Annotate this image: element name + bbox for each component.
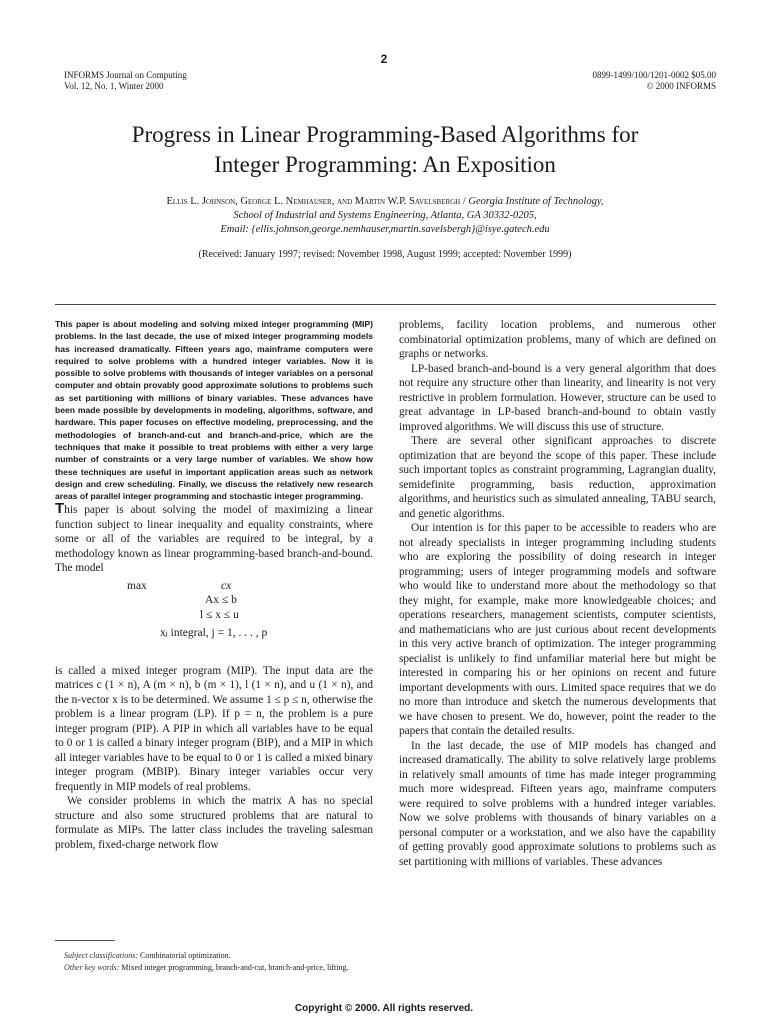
right-column: [399, 318, 716, 869]
abstract: This paper is about modeling and solving mixed integer programming (MIP) problems. In the last decade, the use of mixed integer programming models has increased dramatically. Fifteen years ago, mainframe computers were required to solve problems with a hundred integer variables. Now it is possible to solve problems with thousands of integer variables on a personal computer and obtain provably good approximate solutions to problems such as set partitioning with millions of binary variables. These advances have been made possible by developments in modeling, algorithms, software, and hardware. This paper focuses on effective modeling, preprocessing, and the methodologies of branch-and-cut and branch-and-price, which are the techniques that make it possible to treat problems with either a very large number of constraints or a very large number of variables. We show how these techniques are useful in important application areas such as network design and crew scheduling. Finally, we discuss the relatively new research areas of parallel integer programming and stochastic integer programming.: [55, 319, 373, 502]
author-names: Ellis L. Johnson, George L. Nemhauser, and Martin W.P. Savelsbergh: [166, 196, 461, 207]
right-paragraph-1: problems, facility location problems, and numerous other combinatorial optimization problems, many of which are defined on graphs or networks.: [399, 319, 716, 360]
other-key-words: [64, 962, 349, 974]
journal-header-right: [593, 70, 717, 92]
model-max: max: [127, 579, 147, 592]
copyright-notice: Copyright © 2000. All rights reserved.: [294, 1003, 474, 1014]
author-institution: Georgia Institute of Technology,: [468, 196, 604, 207]
right-paragraph-2: LP-based branch-and-bound is a very general algorithm that does not require any structure other than linearity, and linearity is not very restrictive in problem formulation. However, structure can be used to great advantage in LP-based branch-and-bound to obtain vastly improved algorithms. We will discuss this use of structure.: [399, 362, 716, 433]
model-constraint-2: l ≤ x ≤ u: [200, 608, 239, 621]
model-objective: cx: [221, 579, 232, 592]
journal-volume: Vol. 12, No. 1, Winter 2000: [64, 81, 164, 91]
left-column: [55, 318, 373, 852]
right-paragraph-5: In the last decade, the use of MIP models has changed and increased dramatically. The ability to solve relatively large problems in relatively small amounts of time has made integer programming much more widespread. Fifteen years ago, mainframe computers were required to solve problems with a hundred integer variables. Now we solve problems with thousands of binary variables on a personal computer or a workstation, and we also have the capability of getting provably good approximate solutions to problems such as set partitioning with millions of variables. These advances: [399, 739, 716, 868]
model-constraint-1: Ax ≤ b: [205, 593, 237, 606]
subject-value: Combinatorial optimization.: [140, 951, 231, 960]
author-block: [40, 195, 730, 237]
left-paragraph-1: is called a mixed integer program (MIP). The input data are the matrices c (1 × n), A (m × n), b (m × 1), l (1 × n), and u (1 × n), and the n-vector x is to be determined. We assume 1 ≤ p ≤ n, otherwise the problem is a linear program (LP). If p = n, the problem is a pure integer program (PIP). A PIP in which all variables have to be equal to 0 or 1 is called a binary integer program (BIP), and a MIP in which all integer variables have to be equal to 0 or 1 is called a mixed binary integer program (MBIP). Binary integer variables occur very frequently in MIP models of real problems.: [55, 664, 373, 793]
journal-code: 0899-1499/100/1201-0002 $05.00: [592, 70, 716, 80]
page-number: 2: [380, 52, 388, 66]
mip-model: [55, 580, 373, 658]
header-divider: [55, 304, 716, 305]
intro-text: his paper is about solving the model of maximizing a linear function subject to linear inequality and equality constraints, where some or all of the variables are required to be integral, by a methodology known as linear programming-based branch-and-bound. The model: [55, 504, 373, 575]
right-paragraph-4: Our intention is for this paper to be accessible to readers who are not already specialists in integer programming including students who are exploring the possibility of doing research in integer programming; users of integer programming models and software who would like to understand more about the methodology so that they might, for example, make more knowledgeable choices; and operations researchers, management scientists, computer scientists, and mathematicians who are just curious about recent developments in this very active branch of optimization. The integer programming specialist is unlikely to find unfamiliar material here but might be interested in comparing his or her opinions on recent and future important developments with ours. Limited space requires that we do no more than introduce and sketch the numerous developments that we have chosen to present. We do, however, point the reader to the papers that contain the detailed results.: [399, 522, 716, 737]
title-line-2: Integer Programming: An Exposition: [214, 152, 556, 177]
keywords-value: Mixed integer programming, branch-and-cut, branch-and-price, lifting.: [121, 963, 349, 972]
keywords-label: Other key words:: [64, 963, 120, 972]
model-constraint-3: xⱼ integral, j = 1, . . . , p: [160, 626, 268, 639]
right-paragraph-3: There are several other significant approaches to discrete optimization that are beyond the scope of this paper. These include such important topics as constraint programming, Lagrangian duality, semidefinite programming, basis reduction, approximation algorithms, and heuristics such as simulated annealing, TABU search, and genetic algorithms.: [399, 435, 716, 520]
journal-header-left: [64, 70, 187, 92]
footnote-divider: [55, 940, 115, 941]
author-email: Email: {ellis.johnson,george.nemhauser,martin.savelsbergh}@isye.gatech.edu: [220, 224, 550, 235]
footnotes: [64, 950, 349, 974]
left-paragraph-2: We consider problems in which the matrix A has no special structure and also some structured problems that are natural to formulate as MIPs. The latter class includes the traveling salesman problem, fixed-charge network flow: [55, 795, 373, 851]
journal-copyright: © 2000 INFORMS: [646, 81, 716, 91]
paper-title: [40, 120, 730, 180]
subject-classifications: [64, 950, 349, 962]
journal-name: INFORMS Journal on Computing: [64, 70, 187, 80]
subject-label: Subject classifications:: [64, 951, 138, 960]
received-dates: (Received: January 1997; revised: November 1998, August 1999; accepted: November 1999): [198, 249, 572, 260]
intro-paragraph: [55, 502, 373, 576]
author-separator: /: [460, 196, 469, 207]
author-school: School of Industrial and Systems Engineering, Atlanta, GA 30332-0205,: [233, 210, 537, 221]
title-line-1: Progress in Linear Programming-Based Algorithms for: [131, 122, 639, 147]
drop-cap: T: [55, 500, 65, 518]
